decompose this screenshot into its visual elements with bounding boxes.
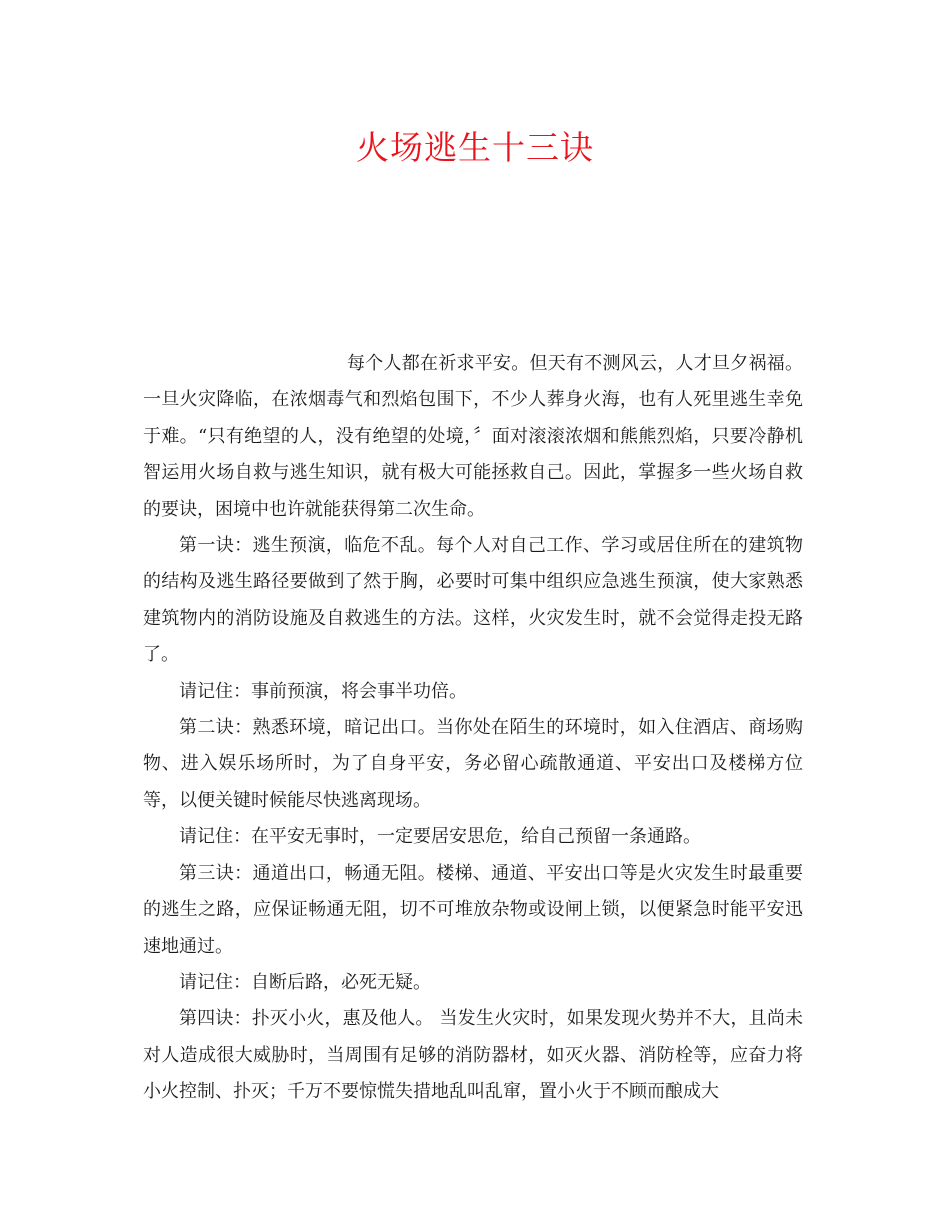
paragraph-reminder-3: 请记住：自断后路，必死无疑。 (179, 971, 431, 993)
paragraph-reminder-1: 请记住：事前预演，将会事半功倍。 (179, 680, 467, 702)
document-body (143, 346, 803, 1111)
paragraph-tip-2: 第二诀：熟悉环境，暗记出口。当你处在陌生的环境时，如入住酒店、商场购物、进入娱乐场所时，为了自身平安，务必留心疏散通道、平安出口及楼梯方位等，以便关键时候能尽快逃离现场。 (143, 717, 803, 811)
paragraph-tip-1: 第一诀：逃生预演，临危不乱。每个人对自己工作、学习或居住所在的建筑物的结构及逃生路径要做到了然于胸，必要时可集中组织应急逃生预演，使大家熟悉建筑物内的消防设施及自救逃生的方法。这样，火灾发生时，就不会觉得走投无路了。 (143, 535, 803, 666)
paragraph-tip-3: 第三诀：通道出口，畅通无阻。楼梯、通道、平安出口等是火灾发生时最重要的逃生之路，应保证畅通无阻，切不可堆放杂物或设闸上锁，以便紧急时能平安迅速地通过。 (143, 862, 803, 957)
paragraph-tip-4: 第四诀：扑灭小火，惠及他人。 当发生火灾时，如果发现火势并不大，且尚未对人造成很大威胁时，当周围有足够的消防器材，如灭火器、消防栓等，应奋力将小火控制、扑灭；千万不要惊慌失措地乱叫乱窜，置小火于不顾而酿成大 (143, 1008, 803, 1103)
document-title: 火场逃生十三诀 (356, 128, 594, 167)
paragraph-reminder-2: 请记住：在平安无事时，一定要居安思危，给自己预留一条通路。 (179, 826, 701, 848)
intro-paragraph: 每个人都在祈求平安。但天有不测风云，人才旦夕祸福。一旦火灾降临，在浓烟毒气和烈焰包围下，不少人葬身火海，也有人死里逃生幸免于难。“只有绝望的人，没有绝望的处境，〞面对滚滚浓烟和熊熊烈焰，只要冷静机智运用火场自救与逃生知识，就有极大可能拯救自己。因此，掌握多一些火场自救的要诀，困境中也许就能获得第二次生命。 (143, 353, 803, 520)
